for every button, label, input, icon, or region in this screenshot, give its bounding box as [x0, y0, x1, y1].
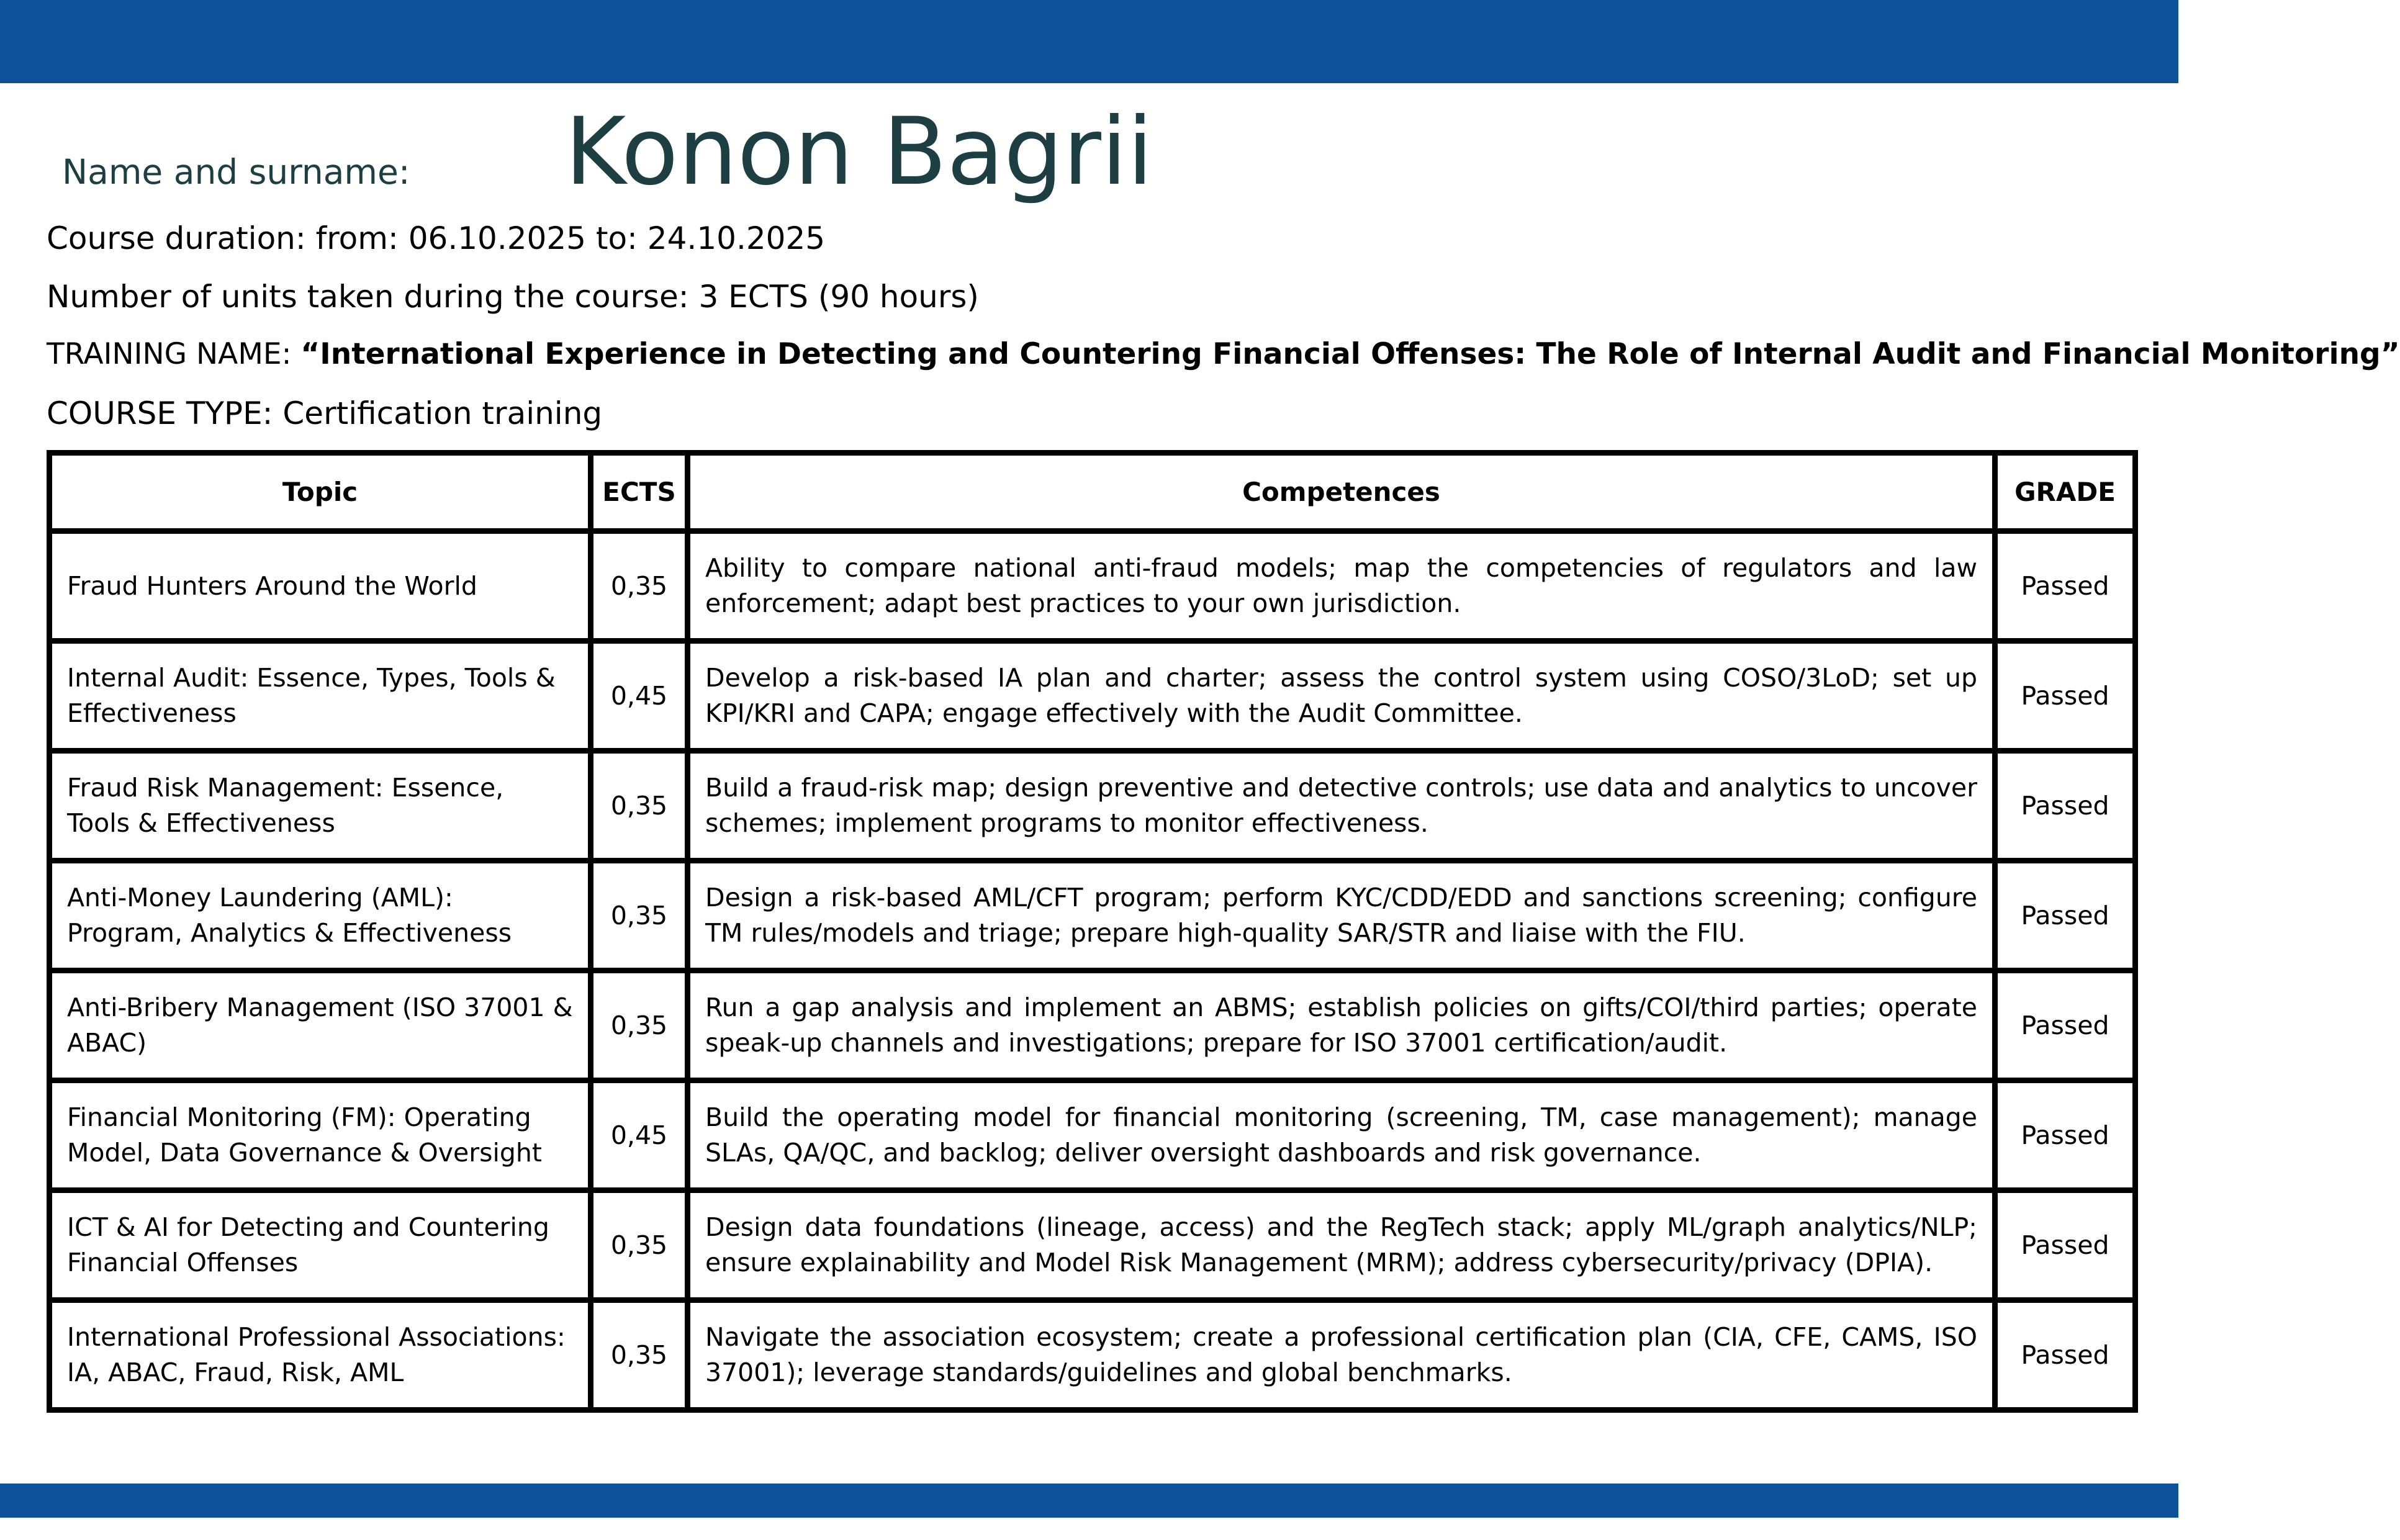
- course-type: COURSE TYPE: Certification training: [47, 395, 603, 431]
- topic-cell: International Professional Associations: IA, ABAC, Fraud, Risk, AML: [50, 1300, 591, 1410]
- student-name: Konon Bagrii: [565, 98, 1153, 206]
- ects-cell: 0,45: [591, 641, 688, 751]
- training-name: “International Experience in Detecting and Countering Financial Offenses: The Role of Internal Audit and Financial Monitoring”: [300, 337, 2400, 371]
- training-name-line: [47, 337, 2400, 371]
- competences-header: Competences: [688, 453, 1995, 531]
- grade-cell: Passed: [1995, 531, 2136, 641]
- ects-cell: 0,35: [591, 531, 688, 641]
- competences-cell: Design a risk-based AML/CFT program; perform KYC/CDD/EDD and sanctions screening; configure TM rules/models and triage; prepare high-quality SAR/STR and liaise with the FIU.: [688, 861, 1995, 971]
- course-duration: Course duration: from: 06.10.2025 to: 24.10.2025: [47, 220, 826, 256]
- topic-cell: Anti-Money Laundering (AML): Program, Analytics & Effectiveness: [50, 861, 591, 971]
- competences-cell: Design data foundations (lineage, access) and the RegTech stack; apply ML/graph analytics/NLP; ensure explainability and Model Risk Management (MRM); address cybersecurity/privacy (DPIA).: [688, 1191, 1995, 1300]
- grade-cell: Passed: [1995, 1081, 2136, 1191]
- table-row: [50, 861, 2136, 971]
- ects-cell: 0,35: [591, 1191, 688, 1300]
- table-row: [50, 1191, 2136, 1300]
- grade-cell: Passed: [1995, 861, 2136, 971]
- grade-cell: Passed: [1995, 1191, 2136, 1300]
- ects-cell: 0,45: [591, 1081, 688, 1191]
- grade-cell: Passed: [1995, 1300, 2136, 1410]
- grade-cell: Passed: [1995, 641, 2136, 751]
- table-row: [50, 641, 2136, 751]
- topic-cell: ICT & AI for Detecting and Countering Financial Offenses: [50, 1191, 591, 1300]
- top-color-band: [0, 0, 2178, 83]
- competences-cell: Ability to compare national anti-fraud models; map the competencies of regulators and law enforcement; adapt best practices to your own jurisdiction.: [688, 531, 1995, 641]
- table-row: [50, 751, 2136, 861]
- topic-cell: Fraud Risk Management: Essence, Tools & Effectiveness: [50, 751, 591, 861]
- course-topics-table: [47, 450, 2138, 1413]
- table-row: [50, 531, 2136, 641]
- grade-cell: Passed: [1995, 971, 2136, 1081]
- competences-cell: Build the operating model for financial monitoring (screening, TM, case management); manage SLAs, QA/QC, and backlog; deliver oversight dashboards and risk governance.: [688, 1081, 1995, 1191]
- topic-header: Topic: [50, 453, 591, 531]
- grade-header: GRADE: [1995, 453, 2136, 531]
- ects-cell: 0,35: [591, 861, 688, 971]
- training-name-prefix: TRAINING NAME:: [47, 337, 301, 371]
- ects-cell: 0,35: [591, 971, 688, 1081]
- topic-cell: Internal Audit: Essence, Types, Tools & Effectiveness: [50, 641, 591, 751]
- units-taken: Number of units taken during the course: 3 ECTS (90 hours): [47, 279, 979, 315]
- bottom-color-band: [0, 1484, 2178, 1518]
- topic-cell: Fraud Hunters Around the World: [50, 531, 591, 641]
- table-row: [50, 1300, 2136, 1410]
- table-row: [50, 971, 2136, 1081]
- table-header-row: [50, 453, 2136, 531]
- competences-cell: Build a fraud-risk map; design preventive and detective controls; use data and analytics to uncover schemes; implement programs to monitor effectiveness.: [688, 751, 1995, 861]
- ects-header: ECTS: [591, 453, 688, 531]
- grade-cell: Passed: [1995, 751, 2136, 861]
- topic-cell: Anti-Bribery Management (ISO 37001 & ABAC): [50, 971, 591, 1081]
- competences-cell: Navigate the association ecosystem; create a professional certification plan (CIA, CFE, CAMS, ISO 37001); leverage standards/guidelines and global benchmarks.: [688, 1300, 1995, 1410]
- topic-cell: Financial Monitoring (FM): Operating Model, Data Governance & Oversight: [50, 1081, 591, 1191]
- ects-cell: 0,35: [591, 1300, 688, 1410]
- competences-cell: Develop a risk-based IA plan and charter; assess the control system using COSO/3LoD; set up KPI/KRI and CAPA; engage effectively with the Audit Committee.: [688, 641, 1995, 751]
- table-row: [50, 1081, 2136, 1191]
- name-label: Name and surname:: [62, 152, 410, 192]
- ects-cell: 0,35: [591, 751, 688, 861]
- competences-cell: Run a gap analysis and implement an ABMS; establish policies on gifts/COI/third parties; operate speak-up channels and investigations; prepare for ISO 37001 certification/audit.: [688, 971, 1995, 1081]
